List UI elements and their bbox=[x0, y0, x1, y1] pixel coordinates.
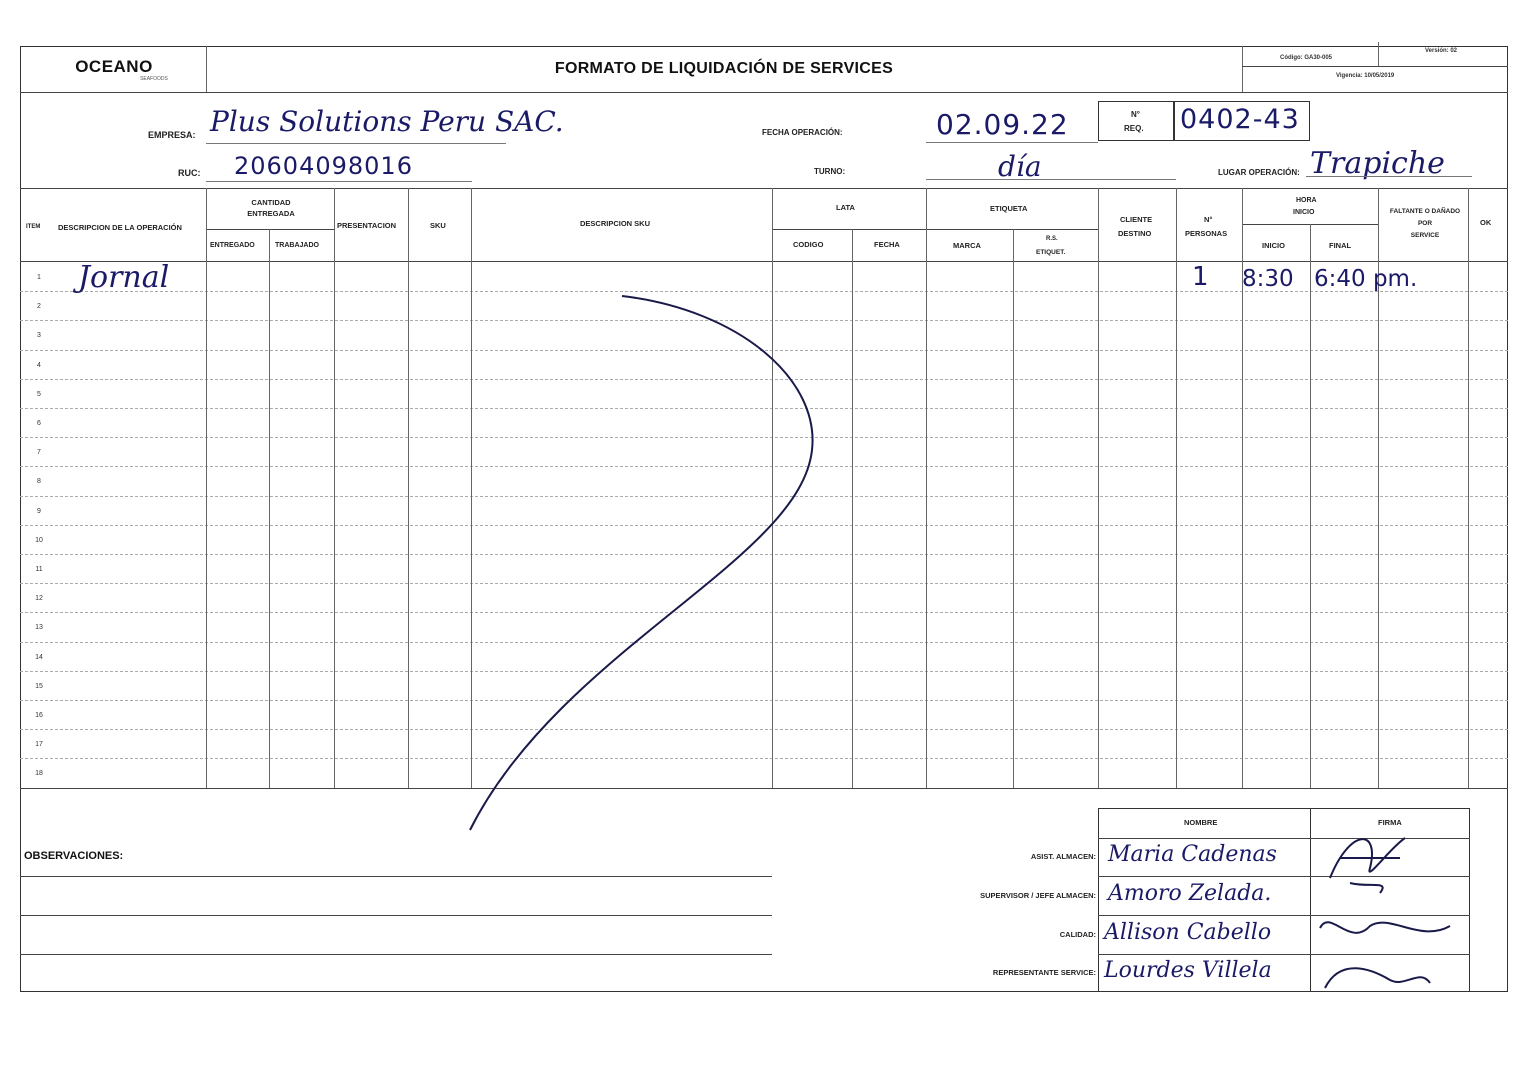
header-personas-2: PERSONAS bbox=[1185, 229, 1228, 238]
row1-personas: 1 bbox=[1192, 262, 1209, 292]
form-title: FORMATO DE LIQUIDACIÓN DE SERVICES bbox=[554, 60, 894, 77]
fecha-label: FECHA OPERACIÓN: bbox=[762, 128, 843, 137]
role-representante: REPRESENTANTE SERVICE: bbox=[992, 968, 1096, 977]
row-number: 1 bbox=[37, 274, 41, 281]
header-hora-1: HORA bbox=[1296, 197, 1317, 204]
form-version: Versión: 02 bbox=[1425, 48, 1458, 54]
row-number: 13 bbox=[35, 624, 43, 632]
header-personas-1: N° bbox=[1204, 215, 1213, 224]
header-hora-2: INICIO bbox=[1293, 209, 1315, 216]
row-number: 4 bbox=[37, 361, 41, 369]
header-item: ITEM bbox=[26, 224, 41, 230]
name-supervisor: Amoro Zelada. bbox=[1108, 881, 1272, 906]
role-calidad: CALIDAD: bbox=[1059, 930, 1096, 939]
ruc-value: 20604098016 bbox=[234, 152, 413, 180]
observaciones-line bbox=[20, 915, 772, 916]
header-faltante-2: POR bbox=[1417, 220, 1433, 227]
header-trabajado: TRABAJADO bbox=[275, 242, 319, 249]
req-label-1: N° bbox=[1131, 110, 1140, 119]
turno-value: día bbox=[998, 150, 1042, 183]
header-sku: SKU bbox=[430, 221, 446, 230]
form-code: Código: GA30-005 bbox=[1280, 55, 1333, 61]
row-number: 5 bbox=[37, 390, 41, 398]
row1-descripcion: Jornal bbox=[78, 260, 170, 295]
header-cliente-2: DESTINO bbox=[1118, 229, 1152, 238]
header-fecha: FECHA bbox=[874, 240, 900, 249]
signatures-firma-header: FIRMA bbox=[1378, 818, 1402, 827]
row-number: 14 bbox=[35, 653, 43, 661]
empresa-label: EMPRESA: bbox=[148, 130, 196, 140]
header-descripcion-sku: DESCRIPCION SKU bbox=[580, 219, 651, 228]
role-asist-almacen: ASIST. ALMACEN: bbox=[1030, 852, 1096, 861]
row-number: 3 bbox=[37, 332, 41, 340]
row1-inicio: 8:30 bbox=[1242, 266, 1294, 292]
name-calidad: Allison Cabello bbox=[1104, 920, 1272, 945]
observaciones-line bbox=[20, 954, 772, 955]
header-marca: MARCA bbox=[953, 241, 981, 250]
ruc-label: RUC: bbox=[178, 168, 201, 178]
row-number: 11 bbox=[35, 566, 43, 573]
row-number: 10 bbox=[35, 536, 43, 544]
header-presentacion: PRESENTACION bbox=[337, 221, 397, 230]
logo-name: OCEANO bbox=[75, 56, 153, 76]
header-inicio: INICIO bbox=[1262, 241, 1285, 250]
lugar-label: LUGAR OPERACIÓN: bbox=[1218, 168, 1300, 177]
name-asist-almacen: Maria Cadenas bbox=[1108, 842, 1277, 867]
row-number: 18 bbox=[35, 770, 43, 778]
turno-label: TURNO: bbox=[814, 167, 846, 176]
req-value: 0402-43 bbox=[1180, 104, 1300, 135]
row-number: 17 bbox=[35, 741, 43, 749]
header-cliente-1: CLIENTE bbox=[1120, 215, 1153, 224]
observaciones-label: OBSERVACIONES: bbox=[24, 850, 124, 862]
role-supervisor: SUPERVISOR / JEFE ALMACEN: bbox=[980, 891, 1096, 900]
header-rs-1: R.S. bbox=[1046, 236, 1058, 242]
empresa-value: Plus Solutions Peru SAC. bbox=[210, 105, 564, 138]
req-label-2: REQ. bbox=[1124, 124, 1144, 133]
row-number: 9 bbox=[37, 507, 41, 515]
header-lata: LATA bbox=[836, 203, 855, 212]
header-codigo: CODIGO bbox=[793, 240, 824, 249]
row-number: 2 bbox=[37, 303, 41, 311]
row-number: 15 bbox=[35, 682, 43, 690]
header-etiqueta: ETIQUETA bbox=[990, 204, 1028, 213]
observaciones-line bbox=[20, 876, 772, 877]
logo-subtext: SEAFOODS bbox=[140, 75, 168, 82]
header-rs-2: ETIQUET. bbox=[1036, 249, 1066, 256]
signature-scribbles bbox=[1310, 808, 1470, 992]
row-number: 8 bbox=[37, 478, 41, 486]
header-entregado: ENTREGADO bbox=[210, 242, 255, 249]
header-descripcion: DESCRIPCION DE LA OPERACIÓN bbox=[58, 223, 182, 232]
form-validity: Vigencia: 10/05/2019 bbox=[1336, 73, 1395, 79]
header-final: FINAL bbox=[1329, 241, 1352, 250]
row-number: 7 bbox=[37, 449, 41, 457]
row-number: 12 bbox=[35, 595, 43, 603]
row1-final: 6:40 pm. bbox=[1314, 266, 1418, 292]
row-number: 6 bbox=[37, 420, 41, 427]
signatures-nombre-header: NOMBRE bbox=[1184, 818, 1218, 827]
header-cantidad: CANTIDAD ENTREGADA bbox=[247, 198, 295, 218]
header-faltante-1: FALTANTE O DAÑADO bbox=[1389, 208, 1461, 215]
name-representante: Lourdes Villela bbox=[1104, 958, 1272, 983]
lugar-value: Trapiche bbox=[1310, 146, 1445, 181]
header-ok: OK bbox=[1480, 218, 1492, 227]
row-number: 16 bbox=[35, 712, 43, 719]
fecha-value: 02.09.22 bbox=[936, 108, 1069, 141]
header-faltante-3: SERVICE bbox=[1410, 232, 1440, 239]
